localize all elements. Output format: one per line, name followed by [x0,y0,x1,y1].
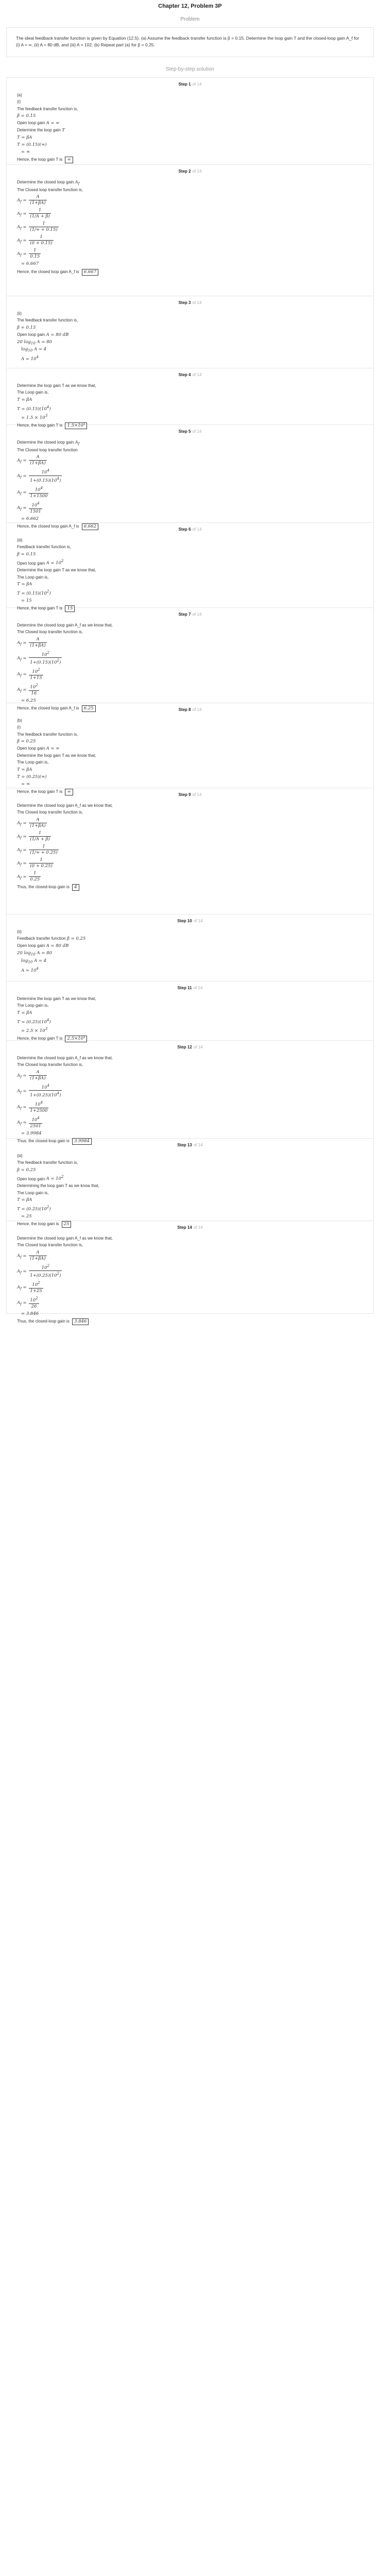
answer-box: 6.667 [82,269,98,276]
answer-box: 6.25 [82,705,96,712]
step-header: Step 14 of 14 [177,1225,203,1230]
problem-label: Problem [180,16,200,22]
answer-box: 2.5×10³ [65,1036,87,1042]
answer-box: 6.662 [82,523,98,530]
step-header: Step 3 of 14 [178,300,202,306]
step-header: Step 1 of 14 [178,82,202,87]
answer-box: 1.5×10³ [65,422,87,429]
answer-box: 3.846 [72,1318,89,1325]
step-3: Step 3 of 14 (ii) The feedback transfer function is, β = 0.15 Open loop gain A = 80 dB 20 $\log_{10} A = 80$ $\log_{10} A = 4$ $A = 10^4$ [6,296,374,368]
step-header: Step 9 of 14 [178,792,202,798]
answer-box: 25 [62,1221,72,1228]
step-header: Step 5 of 14 [178,429,202,434]
step-7: Step 7 of 14 Determine the closed loop gain A_f as we know that, The Closed loop transfer function is, $A_f$ = $\frac{A}{(1+\beta A)}$ $A_f$ = $\frac{10^2}{1+(0.15)(10^2)}$ $A_f$ = $\frac{10^2}{1+15}$ $A_f$ = $\frac{10^2}{16}$ = 6.25 Hence, the closed loop gain A_f is 6.25 [6,608,374,703]
step-header: Step 12 of 14 [177,1045,203,1050]
answer-box: 3.9984 [72,1138,92,1145]
solution-heading: Step-by-step solution [166,66,214,73]
page-title: Chapter 12, Problem 3P [158,3,222,9]
answer-box: 4 [72,884,79,891]
step-header: Step 7 of 14 [178,612,202,617]
step-8: Step 8 of 14 (b) (i) The feedback transfer function is, β = 0.25 Open loop gain A = ∞ Determine the loop gain T as we know that, The Loop gain is, T = βA T = (0.25)(∞) = ∞ Hence, the loop gain T is ∞ [6,703,374,788]
problem-statement: The ideal feedback transfer function is given by Equation (12.5). (a) Assume the feedback transfer function is β = 0.15. Determine the loop gain T and the closed-loop gain A_f for (i) A = ∞, (ii) A = 80 dB, and (iii) A = 102. (b) Repeat part (a) for β = 0.25. [6,27,374,57]
answer-box: 15 [65,605,75,612]
step-6: Step 6 of 14 (iii) Feedback transfer function is, β = 0.15 Open loop gain $A = 10^2$ Determine the loop gain T as we know that, The Loop gain is, T = βA $T = (0.15)(10^2)$ = 15 Hence, the loop gain T is 15 [6,523,374,608]
step-2: Step 2 of 14 Determine the closed loop gain $A_f$ The Closed loop transfer function is, $A_f$ = $\frac{A}{(1+\beta A)}$ $A_f$ = $\frac{1}{(1/A + \beta)}$ $A_f$ = $\frac{1}{(1/\infty + 0.15)}$ $A_f$ = $\frac{1}{(0 + 0.15)}$ $A_f$ = $\frac{1}{0.15}$ = 6.667 Hence, the closed loop gain A_f is 6.667 [6,165,374,296]
step-11: Step 11 of 14 Determine the loop gain T as we know that, The Loop gain is, T = βA $T = (0.25)(10^4)$ = $2.5 \times 10^3$ Hence, the loop gain T is 2.5×10³ [6,981,374,1041]
step-header: Step 8 of 14 [178,707,202,713]
answer-box: ∞ [65,157,73,163]
step-header: Step 6 of 14 [178,527,202,532]
step-5: Step 5 of 14 Determine the closed loop gain $A_f$ The Closed loop transfer function $A_f$ = $\frac{A}{(1+\beta A)}$ $A_f$ = $\frac{10^4}{1+(0.15)(10^4)}$ $A_f$ = $\frac{10^4}{1+1500}$ $A_f$ = $\frac{10^4}{1501}$ = 6.662 Hence, the closed loop gain A_f is 6.662 [6,425,374,523]
step-4: Step 4 of 14 Determine the loop gain T as we know that, The Loop gain is, T = βA $T = (0.15)(10^4)$ = $1.5 \times 10^3$ Hence, the loop gain T is 1.5×10³ [6,368,374,425]
step-14: Step 14 of 14 Determine the closed loop gain A_f as we know that, The Closed loop transfer function is, $A_f$ = $\frac{A}{(1+\beta A)}$ $A_f$ = $\frac{10^2}{1+(0.25)(10^2)}$ $A_f$ = $\frac{10^2}{1+25}$ $A_f$ = $\frac{10^2}{26}$ = 3.846 Thus, the closed-loop gain is 3.846 [6,1221,374,1314]
answer-box: ∞ [65,789,73,795]
step-9: Step 9 of 14 Determine the closed loop gain A_f as we know that, The Closed loop transfer function is, $A_f$ = $\frac{A}{(1+\beta A)}$ $A_f$ = $\frac{1}{(1/A + \beta)}$ $A_f$ = $\frac{1}{(1/\infty + 0.25)}$ $A_f$ = $\frac{1}{(0 + 0.25)}$ $A_f$ = $\frac{1}{0.25}$ Thus, the closed-loop gain is 4 [6,788,374,914]
step-header: Step 13 of 14 [177,1143,203,1148]
step-1: Step 1 of 14 (a) (i) The feedback transfer function is, β = 0.15 Open loop gain A = ∞ Determine the loop gain T T = βA T = (0.15)(∞) = ∞ Hence, the loop gain T is ∞ [6,77,374,165]
step-12: Step 12 of 14 Determine the closed loop gain A_f as we know that, The Closed loop transfer function is, $A_f$ = $\frac{A}{(1+\beta A)}$ $A_f$ = $\frac{10^4}{1+(0.25)(10^4)}$ $A_f$ = $\frac{10^4}{1+2500}$ $A_f$ = $\frac{10^4}{2501}$ = 3.9984 Thus, the closed-loop gain is 3.9984 [6,1041,374,1139]
step-header: Step 4 of 14 [178,372,202,378]
step-header: Step 10 of 14 [177,919,203,924]
step-13: Step 13 of 14 (iii) The feedback transfer function is, β = 0.25 Open loop gain $A = 10^2$ Determining the loop gain T as we know that, The Loop gain is, T = βA $T = (0.25)(10^2)$ = 25 Hence, the loop gain is 25 [6,1139,374,1221]
step-header: Step 2 of 14 [178,169,202,174]
step-10: Step 10 of 14 (ii) Feedback transfer function β = 0.25 Open loop gain A = 80 dB 20 $\log_{10} A = 80$ $\log_{10} A = 4$ $A = 10^4$ [6,914,374,981]
step-header: Step 11 of 14 [177,986,203,991]
